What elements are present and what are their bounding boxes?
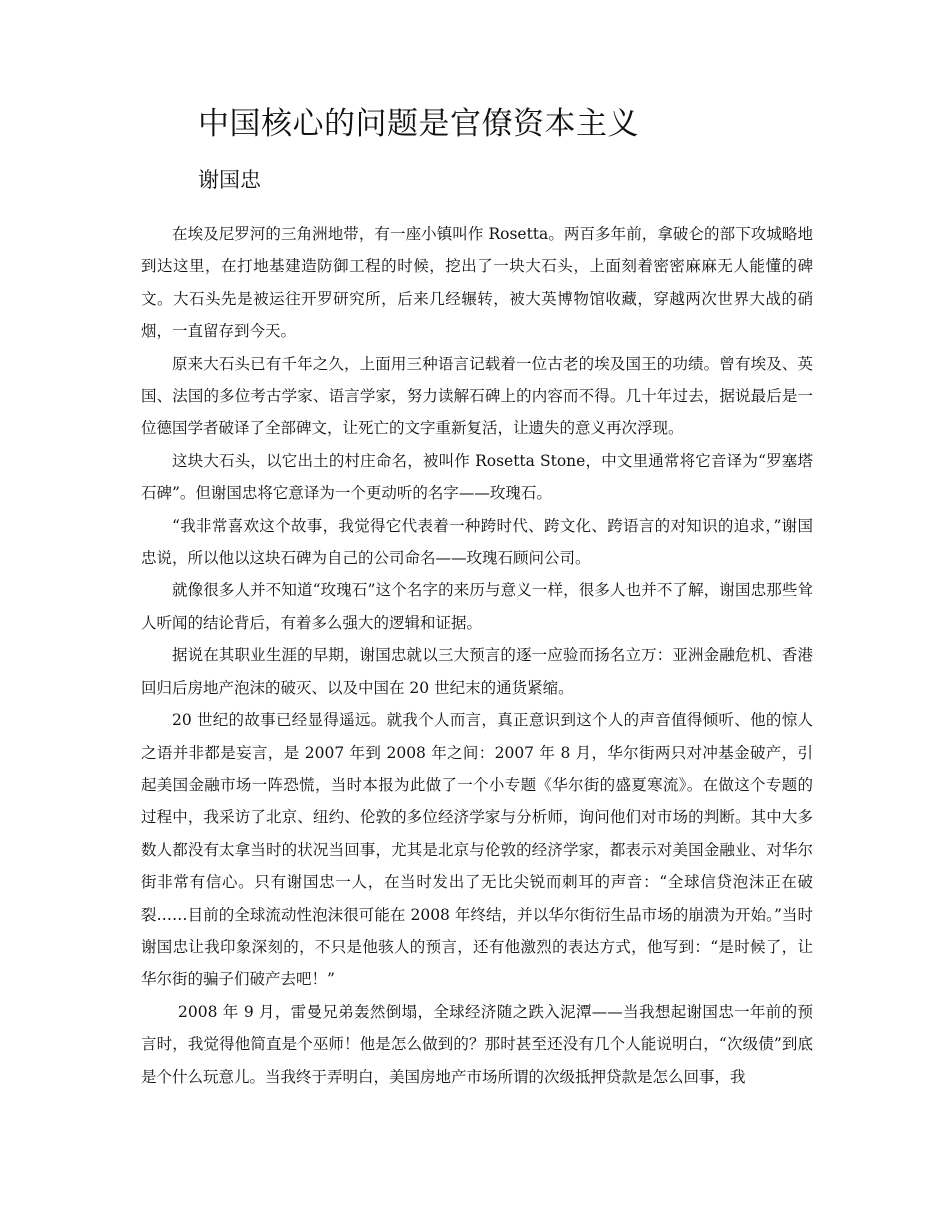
article-body	[141, 218, 813, 1093]
paragraph-7: 20 世纪的故事已经显得遥远。就我个人而言，真正意识到这个人的声音值得倾听、他的惊人之语并非都是妄言，是 2007 年到 2008 年之间：2007 年 8 月，华尔街两只对冲基金破产，引起美国金融市场一阵恐慌，当时本报为此做了一个小专题《华尔街的盛夏寒流》。在做这个专题的过程中，我采访了北京、纽约、伦敦的多位经济学家与分析师，询问他们对市场的判断。其中大多数人都没有太拿当时的状况当回事，尤其是北京与伦敦的经济学家，都表示对美国金融业、对华尔街非常有信心。只有谢国忠一人，在当时发出了无比尖锐而刺耳的声音：“全球信贷泡沫正在破裂……目前的全球流动性泡沫很可能在 2008 年终结，并以华尔街衍生品市场的崩溃为开始。”当时谢国忠让我印象深刻的，不只是他骇人的预言，还有他激烈的表达方式，他写到：“是时候了，让华尔街的骗子们破产去吧！”	[141, 711, 813, 989]
paragraph-6: 据说在其职业生涯的早期，谢国忠就以三大预言的逐一应验而扬名立万：亚洲金融危机、香港回归后房地产泡沫的破灭、以及中国在 20 世纪末的通货紧缩。	[141, 646, 813, 697]
paragraph-1: 在埃及尼罗河的三角洲地带，有一座小镇叫作 Rosetta。两百多年前，拿破仑的部下攻城略地到达这里，在打地基建造防御工程的时候，挖出了一块大石头，上面刻着密密麻麻无人能懂的碑文。大石头先是被运往开罗研究所，后来几经辗转，被大英博物馆收藏，穿越两次世界大战的硝烟，一直留存到今天。	[141, 225, 813, 341]
paragraph-4: “我非常喜欢这个故事，我觉得它代表着一种跨时代、跨文化、跨语言的对知识的追求，”谢国忠说，所以他以这块石碑为自己的公司命名——玫瑰石顾问公司。	[141, 516, 813, 568]
paragraph-8: 2008 年 9 月，雷曼兄弟轰然倒塌，全球经济随之跌入泥潭——当我想起谢国忠一年前的预言时，我觉得他简直是个巫师！他是怎么做到的？那时甚至还没有几个人能说明白，“次级债”到底是个什么玩意儿。当我终于弄明白，美国房地产市场所谓的次级抵押贷款是怎么回事，我	[141, 1002, 813, 1086]
article-author: 谢国忠	[198, 168, 261, 192]
paragraph-2: 原来大石头已有千年之久，上面用三种语言记载着一位古老的埃及国王的功绩。曾有埃及、英国、法国的多位考古学家、语言学家，努力读解石碑上的内容而不得。几十年过去，据说最后是一位德国学者破译了全部碑文，让死亡的文字重新复活，让遗失的意义再次浮现。	[141, 354, 813, 438]
paragraph-5: 就像很多人并不知道“玫瑰石”这个名字的来历与意义一样，很多人也并不了解，谢国忠那些耸人听闻的结论背后，有着多么强大的逻辑和证据。	[141, 581, 813, 632]
article-title: 中国核心的问题是官僚资本主义	[198, 106, 639, 142]
paragraph-3: 这块大石头，以它出土的村庄命名，被叫作 Rosetta Stone，中文里通常将它音译为“罗塞塔石碑”。但谢国忠将它意译为一个更动听的名字——玫瑰石。	[141, 451, 813, 503]
